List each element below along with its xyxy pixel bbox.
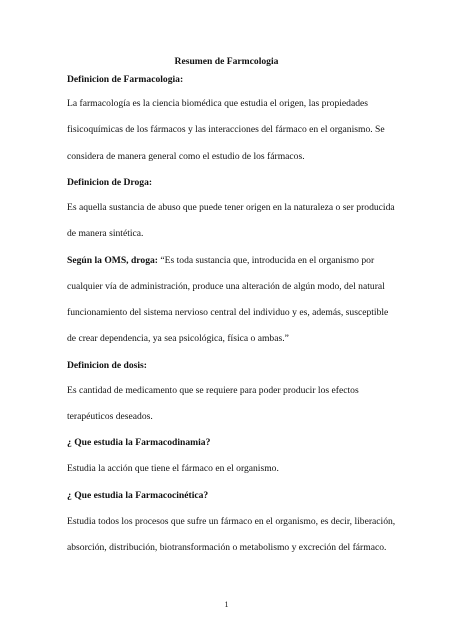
document-title: Resumen de Farmcologia — [174, 56, 279, 67]
paragraph-line: La farmacología es la ciencia biomédica que estudia el origen, las propiedades — [67, 98, 369, 109]
heading-farmacocinetica: ¿ Que estudia la Farmacocinética? — [67, 490, 209, 501]
oms-quote-start: “Es toda sustancia que, introducida en el organismo por — [157, 255, 375, 266]
paragraph-line: absorción, distribución, biotransformación o metabolismo y excreción del fármaco. — [67, 542, 387, 553]
paragraph-line: Estudia todos los procesos que sufre un fármaco en el organismo, es decir, liberación, — [67, 516, 396, 527]
paragraph-line: considera de manera general como el estudio de los fármacos. — [67, 151, 305, 162]
heading-definicion-droga: Definicion de Droga: — [67, 177, 153, 188]
heading-farmacodinamia: ¿ Que estudia la Farmacodinamia? — [67, 437, 211, 448]
page-number: 1 — [224, 600, 229, 609]
paragraph-line: Es cantidad de medicamento que se requiere para poder producir los efectos — [67, 385, 359, 396]
heading-definicion-dosis: Definicion de dosis: — [67, 360, 147, 371]
paragraph-line: cualquier vía de administración, produce una alteración de algún modo, del natural — [67, 281, 385, 292]
heading-definicion-farmacologia: Definicion de Farmacologia: — [67, 74, 184, 85]
heading-segun-oms: Según la OMS, droga: — [67, 255, 158, 266]
paragraph-line: Estudia la acción que tiene el fármaco en el organismo. — [67, 463, 279, 474]
paragraph-line — [67, 255, 374, 267]
paragraph-line: terapéuticos deseados. — [67, 411, 153, 422]
paragraph-line: funcionamiento del sistema nervioso central del individuo y es, además, susceptible — [67, 307, 389, 318]
paragraph-line: de manera sintética. — [67, 228, 144, 239]
paragraph-line: de crear dependencia, ya sea psicológica, física o ambas.” — [67, 333, 289, 344]
paragraph-line: fisicoquímicas de los fármacos y las interacciones del fármaco en el organismo. Se — [67, 124, 385, 135]
paragraph-line: Es aquella sustancia de abuso que puede tener origen en la naturaleza o ser producida — [67, 202, 395, 213]
